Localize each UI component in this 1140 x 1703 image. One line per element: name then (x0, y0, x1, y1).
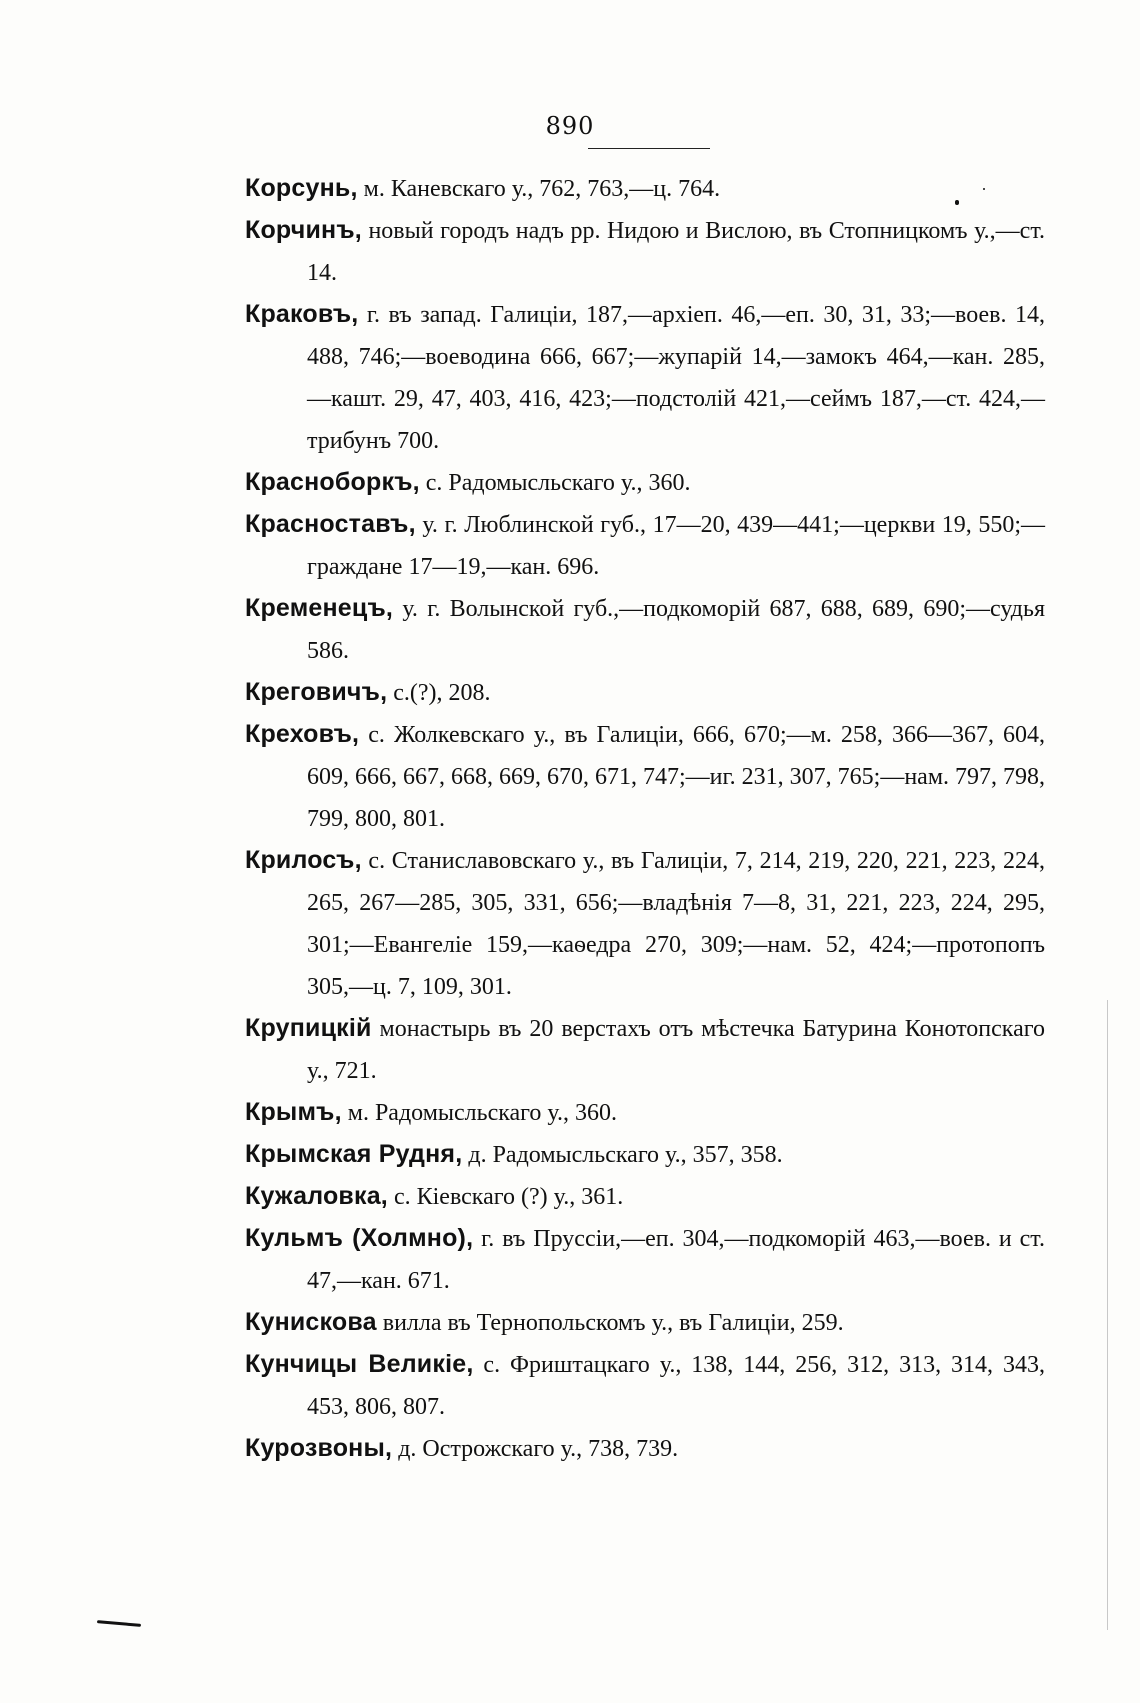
entry-headword: Креговичъ, (245, 678, 388, 706)
entry-headword: Красноборкъ, (245, 468, 420, 496)
entry-text: с. Фриштацкаго у., 138, 144, 256, 312, 313, 314, 343, 453, 806, 807. (307, 1352, 1045, 1420)
index-entry (245, 168, 1045, 210)
index-entry (245, 840, 1045, 1008)
index-entry (245, 504, 1045, 588)
entry-text: м. Каневскаго у., 762, 763,—ц. 764. (357, 176, 721, 202)
entry-text: монастырь въ 20 верстахъ отъ мѣстечка Батурина Конотопскаго у., 721. (307, 1016, 1045, 1084)
index-entry (245, 1428, 1045, 1470)
index-entry (245, 1344, 1045, 1428)
entry-headword: Кременецъ, (245, 594, 394, 622)
page-number: 890 (545, 112, 595, 140)
index-entry (245, 1092, 1045, 1134)
entry-text: с.(?), 208. (387, 680, 491, 706)
entry-headword: Кульмъ (Холмно), (245, 1224, 474, 1252)
index-entry (245, 1218, 1045, 1302)
index-entry (245, 462, 1045, 504)
index-entry (245, 1008, 1045, 1092)
entry-text: с. Радомысльскаго у., 360. (419, 470, 691, 496)
ink-speck (983, 188, 985, 190)
index-entry (245, 294, 1045, 462)
entry-text: у. г. Волынской губ.,—подкоморій 687, 688, 689, 690;—судья 586. (307, 596, 1045, 664)
entry-headword: Кунискова (245, 1308, 377, 1336)
entry-text: с. Кіевскаго (?) у., 361. (387, 1184, 624, 1210)
entry-headword: Кунчицы Великіе, (245, 1350, 474, 1378)
entry-text: у. г. Люблинской губ., 17—20, 439—441;—церкви 19, 550;—граждане 17—19,—кан. 696. (307, 512, 1045, 580)
entry-headword: Крымъ, (245, 1098, 342, 1126)
entry-text: м. Радомысльскаго у., 360. (341, 1100, 618, 1126)
entry-headword: Кужаловка, (245, 1182, 388, 1210)
entry-headword: Краковъ, (245, 300, 359, 328)
index-entry (245, 588, 1045, 672)
entry-text: д. Острожскаго у., 738, 739. (392, 1436, 679, 1462)
entry-text: д. Радомысльскаго у., 357, 358. (462, 1142, 783, 1168)
entry-headword: Крымская Рудня, (245, 1140, 463, 1168)
entry-text: вилла въ Тернопольскомъ у., въ Галиціи, 259. (376, 1310, 844, 1336)
index-entry (245, 672, 1045, 714)
scan-edge-line (1107, 1000, 1108, 1630)
entry-headword: Креховъ, (245, 720, 360, 748)
entry-text: г. въ Пруссіи,—еп. 304,—подкоморій 463,—воев. и ст. 47,—кан. 671. (307, 1226, 1045, 1294)
entry-headword: Курозвоны, (245, 1434, 393, 1462)
page-number-rule (588, 148, 710, 149)
entry-text: с. Жолкевскаго у., въ Галиціи, 666, 670;—м. 258, 366—367, 604, 609, 666, 667, 668, 669, 670, 671, 747;—иг. 231, 307, 765;—нам. 797, 798, 799, 800, 801. (307, 722, 1045, 832)
entry-headword: Красноставъ, (245, 510, 416, 538)
entry-text: новый городъ надъ рр. Нидою и Вислою, въ Стопницкомъ у.,—ст. 14. (307, 218, 1045, 286)
entry-headword: Крупицкій (245, 1014, 372, 1042)
ink-speck (955, 200, 959, 205)
ink-smudge (97, 1620, 141, 1627)
index-entries (245, 168, 1045, 1470)
index-entry (245, 1302, 1045, 1344)
index-entry (245, 714, 1045, 840)
entry-text: с. Станиславовскаго у., въ Галиціи, 7, 214, 219, 220, 221, 223, 224, 265, 267—285, 305, 331, 656;—владѣнія 7—8, 31, 221, 223, 224, 295, 301;—Евангеліе 159,—каѳедра 270, 309;—нам. 52, 424;—протопопъ 305,—ц. 7, 109, 301. (307, 848, 1045, 1000)
entry-headword: Корчинъ, (245, 216, 362, 244)
entry-text: г. въ запад. Галиціи, 187,—архіеп. 46,—еп. 30, 31, 33;—воев. 14, 488, 746;—воеводина 666, 667;—жупарій 14,—замокъ 464,—кан. 285,—кашт. 29, 47, 403, 416, 423;—подстолій 421,—сеймъ 187,—ст. 424,—трибунъ 700. (307, 302, 1045, 454)
index-entry (245, 1176, 1045, 1218)
index-entry (245, 210, 1045, 294)
entry-headword: Корсунь, (245, 174, 358, 202)
index-entry (245, 1134, 1045, 1176)
entry-headword: Крилосъ, (245, 846, 362, 874)
